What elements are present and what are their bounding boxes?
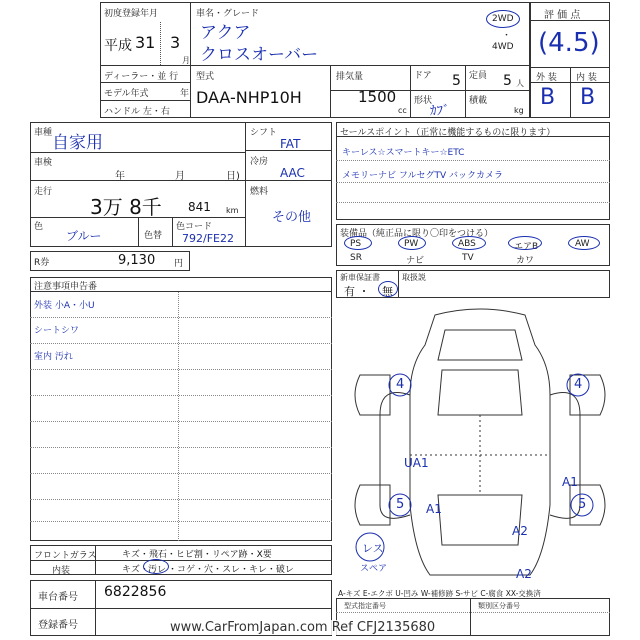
car-name-label: 車名・グレード <box>196 9 260 19</box>
fuel: その他 <box>272 210 312 225</box>
interior-grade: B <box>580 85 596 110</box>
dealer-label: ディーラー・並 行 <box>104 72 179 82</box>
mileage-digits: 841 <box>188 200 211 214</box>
damage-mark-a2-bumper: A2 <box>516 567 532 581</box>
rating-label: 評 価 点 <box>544 10 581 21</box>
note-line-1: 外装 小A・小U <box>34 301 95 311</box>
recycle-amount: 9,130 <box>118 253 156 268</box>
car-diagram <box>350 305 610 585</box>
capacity-label: 定員 <box>469 71 488 81</box>
damage-mark-ua1: UA1 <box>404 456 429 470</box>
chassis-number: 6822856 <box>104 584 167 600</box>
load-label: 積載 <box>469 96 488 106</box>
color-code: 792/FE22 <box>182 232 234 245</box>
damage-mark-right-front: 4 <box>574 377 583 392</box>
sales-line-1: キーレス☆スマートキー☆ETC <box>342 148 465 158</box>
spare-text: スペア <box>360 564 388 574</box>
car-grade: クロスオーバー <box>200 45 319 65</box>
vehicle-color: ブルー <box>66 229 102 243</box>
reg-month: 3 <box>170 33 181 52</box>
model-code: DAA-NHP10H <box>196 88 302 107</box>
reg-year: 31 <box>135 33 156 52</box>
damage-mark-left-rear: 5 <box>396 497 405 512</box>
air-con: AAC <box>280 166 305 180</box>
displacement: 1500 <box>358 88 397 106</box>
note-line-3: 室内 汚れ <box>34 352 73 362</box>
drive-4wd: 4WD <box>492 42 514 52</box>
doors-label: ドア <box>414 71 432 81</box>
model-year-label: モデル年式 <box>104 89 149 99</box>
drive-2wd-circle <box>486 10 520 28</box>
era: 平成 <box>104 38 132 54</box>
shape-label: 形状 <box>414 96 433 106</box>
drive-2wd: 2WD <box>492 14 514 24</box>
mileage-handwritten: 3万 8千 <box>90 195 162 219</box>
model-label: 型式 <box>196 72 215 82</box>
recycle-block <box>30 251 190 271</box>
damage-mark-a1-left: A1 <box>426 502 442 516</box>
note-line-2: シートシワ <box>34 326 80 336</box>
first-reg-label: 初度登録年月 <box>104 9 159 19</box>
vehicle-type: 自家用 <box>52 133 103 153</box>
watermark: www.CarFromJapan.com Ref CFJ2135680 <box>170 620 436 635</box>
damage-mark-left-front: 4 <box>396 377 405 392</box>
damage-mark-a2-rear: A2 <box>512 524 528 538</box>
shift: FAT <box>280 137 301 151</box>
rating-value: (4.5) <box>538 28 600 58</box>
displacement-label: 排気量 <box>336 72 364 82</box>
spare-tire-label: レス <box>362 542 384 555</box>
capacity: 5 <box>503 73 512 89</box>
sales-line-2: メモリーナビ フルセグTV バックカメラ <box>342 171 504 181</box>
damage-mark-right-rear: 5 <box>578 497 587 512</box>
exterior-grade: B <box>540 85 556 110</box>
shape: ｶﾌﾞ <box>430 104 450 119</box>
damage-legend: A-キズ E-エクボ U-凹み W-補修跡 S-サビ C-腐食 XX-交換済 <box>338 589 541 598</box>
doors: 5 <box>452 73 461 89</box>
handle-label: ハンドル 左・右 <box>104 107 170 117</box>
damage-mark-a1-right: A1 <box>562 475 578 489</box>
car-name: アクア <box>200 23 251 43</box>
